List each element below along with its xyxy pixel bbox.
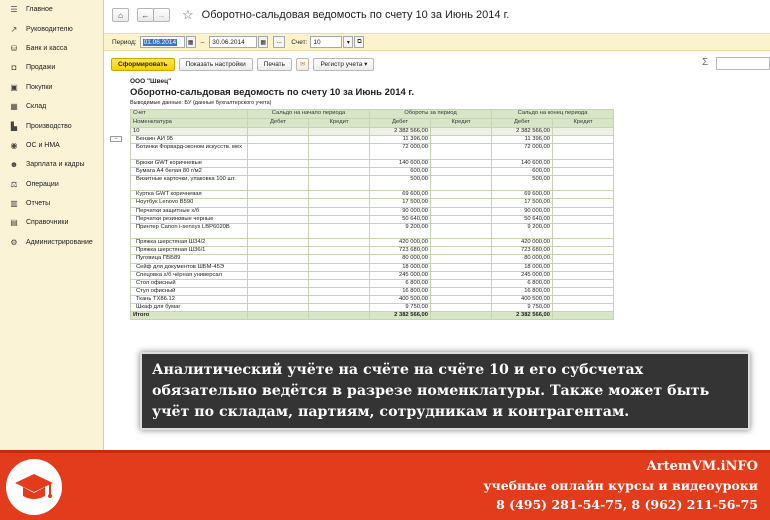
graduation-cap-logo	[6, 459, 62, 515]
sidebar-item-label: Отчеты	[26, 200, 51, 208]
row-closing-debit: 600,00	[492, 167, 553, 175]
empty-cell	[309, 128, 370, 136]
row-closing-debit: 72 000,00	[492, 144, 553, 160]
empty-cell	[553, 175, 614, 191]
table-row[interactable]	[131, 215, 614, 223]
sidebar-item-label: Справочники	[26, 219, 69, 227]
empty-cell	[431, 295, 492, 303]
sidebar-item-operations[interactable]	[0, 175, 103, 194]
empty-cell	[553, 136, 614, 144]
calendar-icon[interactable]: ▦	[186, 36, 196, 48]
sidebar-item-production[interactable]	[0, 116, 103, 135]
table-header-row	[131, 119, 614, 128]
grid-icon: ▦	[10, 102, 18, 112]
empty-cell	[309, 136, 370, 144]
sidebar-item-sales[interactable]	[0, 58, 103, 77]
row-turnover-debit: 420 000,00	[370, 239, 431, 247]
row-closing-debit: 80 000,00	[492, 255, 553, 263]
empty-cell	[248, 175, 309, 191]
empty-cell	[553, 271, 614, 279]
row-closing-debit: 11 396,00	[492, 136, 553, 144]
row-closing-debit: 90 000,00	[492, 207, 553, 215]
empty-cell	[431, 136, 492, 144]
header-debit: Дебет	[248, 119, 309, 128]
header-opening: Сальдо на начало периода	[248, 110, 370, 119]
row-turnover-debit: 90 000,00	[370, 207, 431, 215]
sidebar-item-label: Администрирование	[26, 238, 93, 246]
empty-cell	[309, 191, 370, 199]
header-credit: Кредит	[309, 119, 370, 128]
row-closing-debit: 6 800,00	[492, 279, 553, 287]
empty-cell	[553, 247, 614, 255]
sidebar-item-purchases[interactable]	[0, 78, 103, 97]
empty-cell	[248, 207, 309, 215]
empty-cell	[431, 279, 492, 287]
scales-icon: ⚖	[10, 179, 18, 189]
empty-cell	[248, 167, 309, 175]
empty-cell	[431, 255, 492, 263]
cart-icon: ▣	[10, 82, 18, 92]
empty-cell	[553, 239, 614, 247]
sidebar-item-manager[interactable]	[0, 19, 103, 38]
row-turnover-debit: 500,00	[370, 175, 431, 191]
empty-cell	[553, 295, 614, 303]
toolbar	[104, 56, 770, 72]
empty-cell	[248, 312, 309, 320]
empty-cell	[248, 247, 309, 255]
empty-cell	[248, 223, 309, 239]
row-closing-debit: 245 000,00	[492, 271, 553, 279]
header-credit: Кредит	[431, 119, 492, 128]
empty-cell	[248, 128, 309, 136]
row-nomenclature: Брюки GWT коричневые	[131, 159, 248, 167]
empty-cell	[248, 199, 309, 207]
row-turnover-debit: 80 000,00	[370, 255, 431, 263]
sidebar-item-bank[interactable]	[0, 39, 103, 58]
table-row[interactable]	[131, 255, 614, 263]
row-nomenclature: Визитные карточки, упаковка 100 шт.	[131, 175, 248, 191]
row-nomenclature: Бумага А4 белая 80 г/м2	[131, 167, 248, 175]
empty-cell	[553, 144, 614, 160]
home-icon: ⌂	[118, 10, 123, 20]
show-settings-button[interactable]: Показать настройки	[179, 58, 253, 71]
row-closing-debit: 140 600,00	[492, 159, 553, 167]
row-nomenclature: Ботинки Форвард-эконом искусств. мех	[131, 144, 248, 160]
sidebar-item-catalogs[interactable]	[0, 213, 103, 232]
empty-cell	[431, 191, 492, 199]
row-nomenclature: Пряжка шерстяная Ш34/2	[131, 239, 248, 247]
factory-icon: ▙	[10, 121, 18, 131]
row-turnover-debit: 18 000,00	[370, 263, 431, 271]
empty-cell	[309, 167, 370, 175]
table-row[interactable]	[131, 159, 614, 167]
empty-cell	[431, 263, 492, 271]
empty-cell	[431, 312, 492, 320]
table-row[interactable]	[131, 263, 614, 271]
row-nomenclature: Шкаф для бумаг	[131, 304, 248, 312]
report-organization: ООО "Швец"	[130, 78, 172, 85]
empty-cell	[309, 304, 370, 312]
sidebar-item-label: Операции	[26, 180, 59, 188]
empty-cell	[248, 144, 309, 160]
filter-bar	[104, 33, 770, 51]
footer-banner	[0, 450, 770, 520]
row-nomenclature: Ноутбук Lenovo B590	[131, 199, 248, 207]
empty-cell	[309, 312, 370, 320]
sidebar-item-label: Руководителю	[26, 25, 73, 33]
sidebar-item-label: ОС и НМА	[26, 141, 60, 149]
table-row[interactable]	[131, 167, 614, 175]
car-icon: ◉	[10, 140, 18, 150]
sidebar-item-warehouse[interactable]	[0, 97, 103, 116]
empty-cell	[248, 136, 309, 144]
date-to-input[interactable]	[209, 36, 257, 48]
sigma-icon: Σ	[702, 57, 709, 68]
empty-cell	[309, 223, 370, 239]
empty-cell	[309, 199, 370, 207]
table-row[interactable]	[131, 175, 614, 191]
empty-cell	[248, 255, 309, 263]
row-closing-debit: 17 500,00	[492, 199, 553, 207]
caption-overlay	[140, 352, 750, 430]
row-nomenclature: Пряжка шерстяная Ш36/1	[131, 247, 248, 255]
empty-cell	[248, 279, 309, 287]
group-account: 10	[131, 128, 248, 136]
caption-text: Аналитический учёте на счёте на счёте 10 и его субсчетах обязательно ведётся в разрезе номенклатуры. Также может быть учёт по складам, партиям, сотрудникам и контрагентам.	[152, 362, 710, 420]
arrow-left-icon: ←	[141, 10, 150, 20]
collapse-group-icon[interactable]: −	[110, 136, 122, 142]
row-turnover-debit: 50 640,00	[370, 215, 431, 223]
sidebar-item-label: Производство	[26, 122, 72, 130]
row-closing-debit: 9 750,00	[492, 304, 553, 312]
empty-cell	[309, 215, 370, 223]
sidebar-item-label: Главное	[26, 6, 53, 14]
row-turnover-debit: 9 750,00	[370, 304, 431, 312]
row-turnover-debit: 17 500,00	[370, 199, 431, 207]
row-closing-debit: 18 000,00	[492, 263, 553, 271]
generate-button[interactable]: Сформировать	[111, 58, 175, 71]
empty-cell	[248, 263, 309, 271]
empty-cell	[248, 287, 309, 295]
account-label: Счет:	[291, 38, 308, 46]
empty-cell	[431, 287, 492, 295]
row-closing-debit: 50 640,00	[492, 215, 553, 223]
header-account: Счет	[131, 110, 248, 119]
empty-cell	[309, 207, 370, 215]
group-turnover-debit: 2 382 566,00	[370, 128, 431, 136]
empty-cell	[553, 199, 614, 207]
empty-cell	[309, 144, 370, 160]
date-from-input[interactable]	[140, 36, 185, 48]
mail-icon[interactable]: ✉	[296, 58, 309, 71]
empty-cell	[431, 167, 492, 175]
row-nomenclature: Спецовка х/б чёрная универсал	[131, 271, 248, 279]
empty-cell	[553, 191, 614, 199]
table-row[interactable]	[131, 247, 614, 255]
header-debit: Дебет	[370, 119, 431, 128]
empty-cell	[553, 215, 614, 223]
empty-cell	[553, 263, 614, 271]
empty-cell	[553, 255, 614, 263]
group-row[interactable]	[131, 128, 614, 136]
empty-cell	[309, 239, 370, 247]
period-label: Период:	[112, 38, 137, 46]
sidebar-item-assets[interactable]	[0, 136, 103, 155]
row-closing-debit: 400 500,00	[492, 295, 553, 303]
empty-cell	[553, 304, 614, 312]
empty-cell	[248, 295, 309, 303]
empty-cell	[431, 271, 492, 279]
sidebar-item-admin[interactable]	[0, 233, 103, 252]
page-title: Оборотно-сальдовая ведомость по счету 10 за Июнь 2014 г.	[201, 9, 510, 21]
forward-button[interactable]	[153, 8, 170, 22]
empty-cell	[309, 175, 370, 191]
row-nomenclature: Принтер Canon i-sensys LBP6020B	[131, 223, 248, 239]
empty-cell	[309, 295, 370, 303]
empty-cell	[309, 279, 370, 287]
bank-icon: ⛁	[10, 43, 18, 53]
open-link-icon[interactable]: ⧉	[354, 36, 364, 48]
people-icon: ☻	[9, 160, 19, 170]
empty-cell	[553, 128, 614, 136]
empty-cell	[431, 199, 492, 207]
row-turnover-debit: 16 800,00	[370, 287, 431, 295]
row-nomenclature: Перчатки защитные х/б	[131, 207, 248, 215]
row-turnover-debit: 9 200,00	[370, 223, 431, 239]
table-row[interactable]	[131, 191, 614, 199]
report-title: Оборотно-сальдовая ведомость по счету 10 за Июнь 2014 г.	[130, 87, 415, 98]
row-turnover-debit: 11 396,00	[370, 136, 431, 144]
empty-cell	[553, 312, 614, 320]
row-turnover-debit: 72 000,00	[370, 144, 431, 160]
chevron-down-icon[interactable]: ▾	[343, 36, 353, 48]
empty-cell	[431, 128, 492, 136]
table-row[interactable]	[131, 199, 614, 207]
row-nomenclature: Ткань ТХ86.12	[131, 295, 248, 303]
empty-cell	[431, 144, 492, 160]
header-credit: Кредит	[553, 119, 614, 128]
empty-cell	[431, 215, 492, 223]
row-nomenclature: Стол офисный	[131, 279, 248, 287]
empty-cell	[553, 287, 614, 295]
row-nomenclature: Пуговица П5Б89	[131, 255, 248, 263]
empty-cell	[309, 263, 370, 271]
total-label: Итого	[131, 312, 248, 320]
print-button[interactable]: Печать	[257, 58, 292, 71]
row-closing-debit: 723 680,00	[492, 247, 553, 255]
home-button[interactable]	[112, 8, 129, 22]
table-header-row	[131, 110, 614, 119]
row-turnover-debit: 140 600,00	[370, 159, 431, 167]
empty-cell	[431, 223, 492, 239]
empty-cell	[553, 159, 614, 167]
menu-lines-icon: ☰	[10, 5, 18, 15]
row-nomenclature: Перчатки резиновые черные	[131, 215, 248, 223]
report-table	[130, 109, 614, 320]
empty-cell	[553, 207, 614, 215]
table-row[interactable]	[131, 207, 614, 215]
row-turnover-debit: 6 800,00	[370, 279, 431, 287]
row-closing-debit: 500,00	[492, 175, 553, 191]
total-row	[131, 312, 614, 320]
sidebar-item-payroll[interactable]	[0, 155, 103, 174]
sidebar-item-label: Склад	[26, 103, 47, 111]
sidebar	[0, 0, 104, 450]
sidebar-item-main[interactable]	[0, 0, 103, 19]
trend-icon: ↗	[10, 24, 18, 34]
row-turnover-debit: 723 680,00	[370, 247, 431, 255]
calendar-icon[interactable]: ▦	[258, 36, 268, 48]
account-input[interactable]	[310, 36, 342, 48]
header-closing: Сальдо на конец периода	[492, 110, 614, 119]
table-row[interactable]	[131, 136, 614, 144]
sidebar-item-label: Продажи	[26, 64, 56, 72]
header-turnover: Обороты за период	[370, 110, 492, 119]
empty-cell	[248, 159, 309, 167]
row-nomenclature: Стул офисный	[131, 287, 248, 295]
total-turnover-debit: 2 382 566,00	[370, 312, 431, 320]
empty-cell	[431, 239, 492, 247]
table-row[interactable]	[131, 223, 614, 239]
bag-icon: ◘	[11, 63, 17, 73]
row-closing-debit: 420 000,00	[492, 239, 553, 247]
sidebar-item-label: Банк и касса	[26, 44, 68, 52]
total-closing-debit: 2 382 566,00	[492, 312, 553, 320]
row-turnover-debit: 400 500,00	[370, 295, 431, 303]
row-nomenclature: Куртка GWT коричневая	[131, 191, 248, 199]
header-nomenclature: Номенклатура	[131, 119, 248, 128]
group-closing-debit: 2 382 566,00	[492, 128, 553, 136]
empty-cell	[309, 159, 370, 167]
empty-cell	[553, 167, 614, 175]
chart-icon: ▥	[10, 199, 18, 209]
empty-cell	[309, 247, 370, 255]
table-row[interactable]	[131, 279, 614, 287]
empty-cell	[248, 215, 309, 223]
row-turnover-debit: 600,00	[370, 167, 431, 175]
date-from-value: 01.06.2014	[143, 38, 177, 46]
star-icon[interactable]: ☆	[182, 7, 194, 22]
brand-name: ArtemVM.iNFO	[646, 459, 758, 474]
registry-button[interactable]: Регистр учета ▾	[313, 58, 374, 71]
empty-cell	[309, 287, 370, 295]
row-closing-debit: 16 800,00	[492, 287, 553, 295]
empty-cell	[248, 271, 309, 279]
period-more-button[interactable]: ...	[273, 36, 285, 48]
back-button[interactable]	[137, 8, 154, 22]
contact-phones: 8 (495) 281-54-75, 8 (962) 211-56-75	[496, 497, 758, 512]
date-dash: –	[200, 38, 205, 46]
empty-cell	[431, 304, 492, 312]
empty-cell	[553, 279, 614, 287]
row-closing-debit: 9 200,00	[492, 223, 553, 239]
empty-cell	[248, 239, 309, 247]
empty-cell	[431, 175, 492, 191]
empty-cell	[248, 304, 309, 312]
empty-cell	[431, 207, 492, 215]
row-turnover-debit: 69 600,00	[370, 191, 431, 199]
books-icon: ▤	[10, 218, 18, 228]
brand-tagline: учебные онлайн курсы и видеоуроки	[483, 478, 758, 493]
sidebar-item-label: Зарплата и кадры	[26, 161, 85, 169]
arrow-right-icon: →	[157, 10, 166, 20]
empty-cell	[248, 191, 309, 199]
table-row[interactable]	[131, 295, 614, 303]
table-row[interactable]	[131, 239, 614, 247]
row-closing-debit: 69 600,00	[492, 191, 553, 199]
gear-icon: ⚙	[10, 237, 18, 247]
table-row[interactable]	[131, 287, 614, 295]
row-nomenclature: Сейф для документов ШБМ-45Э	[131, 263, 248, 271]
table-row[interactable]	[131, 304, 614, 312]
sum-field[interactable]	[716, 57, 770, 70]
table-row[interactable]	[131, 144, 614, 160]
account-value: 10	[313, 38, 321, 46]
report-params: Выводимые данные: БУ (данные бухгалтерского учета)	[130, 100, 272, 106]
empty-cell	[309, 271, 370, 279]
title-bar	[104, 0, 770, 30]
empty-cell	[553, 223, 614, 239]
table-row[interactable]	[131, 271, 614, 279]
sidebar-item-label: Покупки	[26, 83, 53, 91]
empty-cell	[431, 159, 492, 167]
empty-cell	[309, 255, 370, 263]
header-debit: Дебет	[492, 119, 553, 128]
empty-cell	[431, 247, 492, 255]
date-to-value: 30.06.2014	[212, 38, 245, 46]
row-nomenclature: Бензин АИ 95	[131, 136, 248, 144]
sidebar-item-reports[interactable]	[0, 194, 103, 213]
row-turnover-debit: 245 000,00	[370, 271, 431, 279]
